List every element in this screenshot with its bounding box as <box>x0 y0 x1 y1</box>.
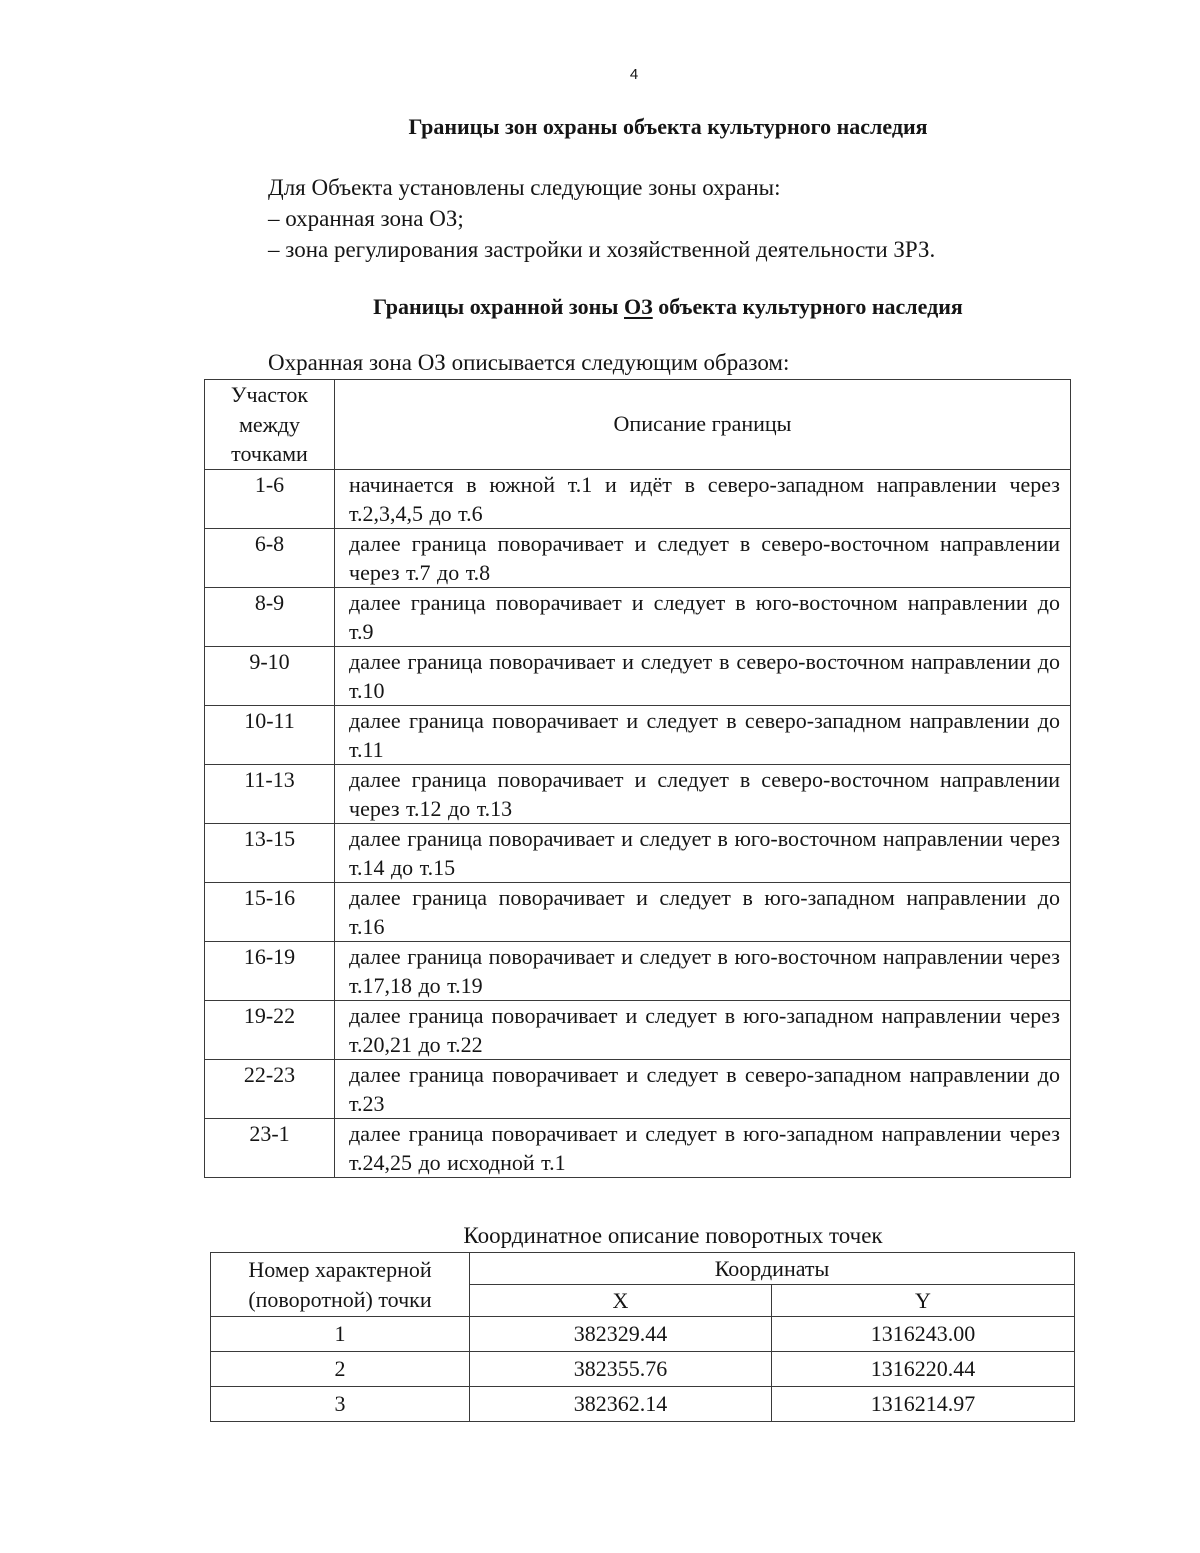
header-segment-line: Участок <box>230 382 309 407</box>
table-row <box>205 469 1071 528</box>
table-row <box>205 1000 1071 1059</box>
section-heading-underlined: ОЗ <box>624 294 653 319</box>
description-cell: далее граница поворачивает и следует в юго-восточном направлении через т.14 до т.15 <box>335 823 1071 882</box>
header-point-line: Номер характерной <box>248 1256 432 1282</box>
point-cell: 3 <box>211 1387 470 1422</box>
description-cell: далее граница поворачивает и следует в юго-западном направлении через т.20,21 до т.22 <box>335 1000 1071 1059</box>
point-cell: 2 <box>211 1352 470 1387</box>
segment-cell: 9-10 <box>205 646 335 705</box>
table-row <box>205 1118 1071 1177</box>
table-row <box>205 646 1071 705</box>
description-cell: далее граница поворачивает и следует в северо-восточном направлении до т.10 <box>335 646 1071 705</box>
segment-cell: 15-16 <box>205 882 335 941</box>
x-cell: 382355.76 <box>470 1352 772 1387</box>
y-cell: 1316220.44 <box>772 1352 1075 1387</box>
header-segment-cell <box>205 380 335 470</box>
description-cell: далее граница поворачивает и следует в северо-западном направлении до т.23 <box>335 1059 1071 1118</box>
segment-cell: 1-6 <box>205 469 335 528</box>
segment-cell: 8-9 <box>205 587 335 646</box>
segment-cell: 13-15 <box>205 823 335 882</box>
x-cell: 382329.44 <box>470 1317 772 1352</box>
table-row <box>205 823 1071 882</box>
table-row <box>211 1317 1075 1352</box>
table-row <box>205 1059 1071 1118</box>
header-segment-line: точками <box>231 441 308 466</box>
table-row <box>205 705 1071 764</box>
table-row <box>211 1387 1075 1422</box>
boundary-table-caption: Охранная зона ОЗ описывается следующим образом: <box>268 350 790 375</box>
point-cell: 1 <box>211 1317 470 1352</box>
table-row <box>205 528 1071 587</box>
segment-cell: 11-13 <box>205 764 335 823</box>
table-row <box>211 1352 1075 1387</box>
header-segment-line: между <box>238 411 301 437</box>
y-cell: 1316243.00 <box>772 1317 1075 1352</box>
table-row <box>205 941 1071 1000</box>
header-point-line: (поворотной) точки <box>248 1286 432 1312</box>
segment-cell: 22-23 <box>205 1059 335 1118</box>
header-description-cell: Описание границы <box>335 380 1071 470</box>
segment-cell: 23-1 <box>205 1118 335 1177</box>
page-title: Границы зон охраны объекта культурного наследия <box>408 114 928 139</box>
description-cell: далее граница поворачивает и следует в юго-восточном направлении через т.17,18 до т.19 <box>335 941 1071 1000</box>
coords-table-caption: Координатное описание поворотных точек <box>463 1223 883 1248</box>
section-heading-text: Границы охранной зоны <box>373 294 624 319</box>
boundary-table <box>204 379 1071 1178</box>
description-cell: далее граница поворачивает и следует в северо-восточном направлении через т.12 до т.13 <box>335 764 1071 823</box>
description-cell: далее граница поворачивает и следует в северо-восточном направлении через т.7 до т.8 <box>335 528 1071 587</box>
segment-cell: 19-22 <box>205 1000 335 1059</box>
header-y-cell: Y <box>772 1285 1075 1317</box>
segment-cell: 6-8 <box>205 528 335 587</box>
intro-line: Для Объекта установлены следующие зоны охраны: <box>268 175 781 200</box>
description-cell: начинается в южной т.1 и идёт в северо-западном направлении через т.2,3,4,5 до т.6 <box>335 469 1071 528</box>
description-cell: далее граница поворачивает и следует в юго-западном направлении через т.24,25 до исходной т.1 <box>335 1118 1071 1177</box>
intro-list-item-oz: – охранная зона ОЗ; <box>268 206 464 231</box>
page-number: 4 <box>629 66 639 83</box>
header-x-cell: X <box>470 1285 772 1317</box>
intro-list-item-zrz: – зона регулирования застройки и хозяйственной деятельности ЗРЗ. <box>268 237 936 262</box>
description-cell: далее граница поворачивает и следует в юго-западном направлении до т.16 <box>335 882 1071 941</box>
section-heading-oz <box>0 294 1200 320</box>
segment-cell: 16-19 <box>205 941 335 1000</box>
intro-paragraph <box>268 172 935 265</box>
segment-cell: 10-11 <box>205 705 335 764</box>
header-point-cell <box>211 1253 470 1317</box>
table-header-row <box>211 1253 1075 1285</box>
x-cell: 382362.14 <box>470 1387 772 1422</box>
table-row <box>205 764 1071 823</box>
description-cell: далее граница поворачивает и следует в северо-западном направлении до т.11 <box>335 705 1071 764</box>
table-header-row <box>205 380 1071 470</box>
table-row <box>205 587 1071 646</box>
section-heading-text-end: объекта культурного наследия <box>652 294 963 319</box>
coords-table <box>210 1252 1075 1422</box>
table-row <box>205 882 1071 941</box>
header-coords-cell: Координаты <box>470 1253 1075 1285</box>
description-cell: далее граница поворачивает и следует в юго-восточном направлении до т.9 <box>335 587 1071 646</box>
y-cell: 1316214.97 <box>772 1387 1075 1422</box>
